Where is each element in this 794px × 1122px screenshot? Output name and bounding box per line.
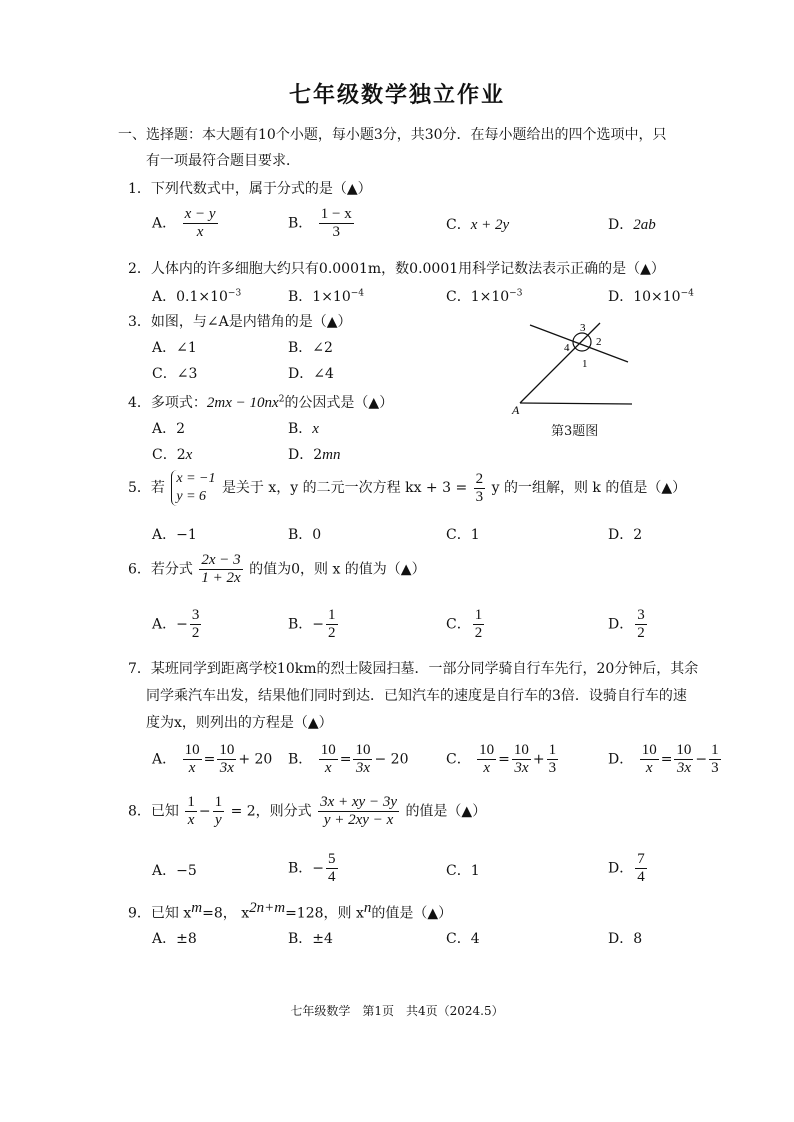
q7-a-frac1: [183, 742, 202, 777]
q1-option-d: [608, 214, 656, 234]
q6-option-b: [288, 607, 340, 642]
q4-stem-suffix: 的公因式是（▲）: [284, 395, 394, 411]
figure-label-3: 3: [580, 322, 586, 334]
q3-option-a: A．∠1: [152, 340, 197, 356]
q8-b-num: 5: [328, 851, 336, 867]
q7-option-b: [288, 742, 408, 777]
q9-exp1: m: [191, 900, 203, 916]
q7-d-eq: =: [660, 751, 673, 768]
q7-c-eq: =: [498, 751, 510, 768]
q1-b-fraction: [319, 206, 354, 241]
q7-line3: 度为x，则列出的方程是（▲）: [146, 715, 333, 731]
section-header-line1: 一、选择题：本大题有10个小题，每小题3分，共30分．在每小题给出的四个选项中，只: [118, 127, 667, 143]
q7-c-f1-den: x: [483, 760, 490, 776]
q8-d-num: 7: [637, 851, 645, 867]
q9-prefix: 9．已知 x: [128, 905, 192, 922]
q2-d-text: D．10×10: [608, 289, 681, 305]
section-header-line2: 有一项最符合题目要求．: [146, 153, 300, 169]
q1-option-c: [446, 214, 509, 234]
q4-stem-exp: 2: [278, 394, 285, 405]
q7-c-label: C．: [446, 751, 471, 768]
q8-n1: 1: [187, 794, 195, 810]
q9-option-c: C．4: [446, 931, 480, 947]
q7-d-label: D．: [608, 751, 634, 768]
figure-label-4: 4: [564, 342, 570, 354]
q7-option-d: [608, 742, 723, 777]
q2-option-d: [608, 286, 694, 306]
q9-exp2: 2n+m: [249, 900, 286, 916]
figure-label-a: A: [512, 403, 520, 417]
q4-option-b: [288, 418, 319, 438]
q7-c-frac2: [512, 742, 531, 777]
q7-d-f3-num: 1: [711, 742, 719, 758]
q9-mid2: =128，则 x: [285, 905, 364, 922]
q7-b-f1-den: x: [324, 760, 332, 776]
q6-num: 2x − 3: [201, 552, 241, 568]
q7-a-f1-num: 10: [184, 742, 200, 758]
q2-stem: 2．人体内的许多细胞大约只有0.0001m，数0.0001用科学记数法表示正确的是（▲）: [128, 261, 665, 277]
q6-suffix: 的值为0，则 x 的值为（▲）: [249, 561, 426, 578]
q1-option-b: [288, 206, 356, 241]
q7-d-f1-num: 10: [641, 742, 657, 758]
q2-option-c: [446, 286, 522, 306]
q4-option-a: A．2: [152, 421, 186, 437]
q1-c-text: x + 2y: [470, 217, 510, 233]
q9-stem: [128, 900, 452, 923]
q7-d-frac3: [709, 742, 721, 777]
q6-b-fraction: [326, 607, 338, 642]
q7-a-frac2: [217, 742, 236, 777]
q8-b-fraction: [326, 851, 338, 886]
q1-a-den: x: [196, 224, 204, 240]
q5-option-a: A．−1: [152, 527, 197, 543]
q5-system: [171, 470, 215, 506]
q6-option-d: [608, 607, 649, 642]
q4-stem: [128, 392, 393, 412]
q7-d-f2-num: 10: [676, 742, 692, 758]
q2-option-b: [288, 286, 364, 306]
q9-option-b: B．±4: [288, 931, 333, 947]
q1-c-label: C．: [446, 217, 471, 233]
q7-d-f3-den: 3: [711, 760, 719, 776]
q7-a-f2-num: 10: [219, 742, 235, 758]
q1-a-num: x − y: [184, 206, 216, 222]
q7-d-f1-den: x: [645, 760, 653, 776]
q1-a-label: A．: [152, 215, 177, 232]
q6-c-num: 1: [474, 607, 483, 623]
q8-prefix: 8．已知: [128, 803, 179, 820]
q7-c-f2-den: 3x: [514, 760, 529, 776]
q5-fraction: [474, 471, 486, 506]
q8-d-label: D．: [608, 860, 634, 877]
q6-option-c: [446, 607, 486, 642]
q6-a-num: 3: [191, 607, 200, 623]
q7-c-f3-den: 3: [548, 760, 557, 776]
q8-minus: −: [198, 803, 211, 820]
q6-b-label: B．−: [288, 616, 325, 633]
q4-stem-prefix: 4．多项式：: [128, 395, 207, 411]
q8-stem: [128, 794, 486, 829]
q1-d-label: D．: [608, 217, 634, 233]
q7-c-op: +: [532, 751, 545, 768]
q8-d2: y: [215, 812, 222, 828]
q7-c-f2-num: 10: [513, 742, 529, 758]
q4-b-val: x: [312, 421, 319, 437]
q2-option-a: [152, 286, 241, 306]
q7-d-frac1: [640, 742, 659, 777]
q8-main-fraction: [318, 794, 399, 829]
q7-b-f2-num: 10: [355, 742, 371, 758]
q9-option-d: D．8: [608, 931, 643, 947]
q5-frac-den: 3: [475, 488, 484, 505]
q7-b-tail: − 20: [374, 751, 409, 768]
q1-b-num: 1 − x: [320, 206, 352, 222]
q5-mid: 是关于 x，y 的二元一次方程 kx + 3 =: [221, 480, 468, 496]
q1-b-den: 3: [332, 224, 340, 240]
q6-c-label: C．: [446, 616, 471, 633]
q6-b-num: 1: [328, 607, 336, 623]
q1-option-a: [152, 206, 220, 241]
q6-a-den: 2: [191, 625, 200, 641]
q2-b-exp: −4: [350, 288, 365, 299]
q5-option-c: C．1: [446, 527, 480, 543]
q3-option-d: D．∠4: [288, 366, 334, 382]
q2-a-exp: −3: [227, 288, 242, 299]
q8-option-c: C．1: [446, 863, 480, 879]
q6-a-fraction: [190, 607, 202, 642]
q1-b-label: B．: [288, 215, 313, 232]
q7-a-eq: =: [203, 751, 216, 768]
q1-d-text: 2ab: [633, 217, 656, 233]
q8-eq2: = 2，则分式: [230, 803, 312, 820]
q8-option-d: [608, 851, 649, 886]
q7-option-a: [152, 742, 272, 777]
q3-figure-caption: 第3题图: [551, 424, 599, 439]
q4-d-val: mn: [322, 447, 341, 463]
q7-b-label: B．: [288, 751, 313, 768]
q2-a-text: A．0.1×10: [152, 289, 228, 305]
q6-den: 1 + 2x: [201, 570, 241, 586]
q6-prefix: 6．若分式: [128, 561, 193, 578]
q2-c-exp: −3: [509, 288, 523, 299]
q6-c-fraction: [473, 607, 485, 642]
q4-stem-expr: 2mx − 10nx: [206, 395, 279, 411]
q7-b-f1-num: 10: [320, 742, 336, 758]
q4-b-label: B．: [288, 421, 313, 437]
q8-den: y + 2xy − x: [323, 812, 394, 828]
q5-sys1: x = −1: [176, 471, 216, 486]
q8-d1: x: [187, 812, 195, 828]
q7-b-frac1: [319, 742, 338, 777]
q5-suffix: y 的一组解，则 k 的值是（▲）: [491, 480, 687, 496]
q7-b-f2-den: 3x: [355, 760, 371, 776]
q8-n2: 1: [214, 794, 223, 810]
q7-b-eq: =: [339, 751, 352, 768]
q7-line1: 7．某班同学到距离学校10km的烈士陵园扫墓．一部分同学骑自行车先行，20分钟后，其余: [128, 661, 699, 677]
q7-a-f1-den: x: [188, 760, 196, 776]
q7-c-frac1: [477, 742, 496, 777]
figure-line-3: [520, 403, 632, 404]
q6-a-label: A．−: [152, 616, 188, 633]
q9-exp3: n: [363, 900, 372, 916]
q8-suffix: 的值是（▲）: [405, 803, 487, 820]
q6-option-a: [152, 607, 203, 642]
page-title: 七年级数学独立作业: [288, 83, 505, 108]
q4-option-c: [152, 444, 192, 464]
q5-option-d: D．2: [608, 527, 643, 543]
q8-option-b: [288, 851, 340, 886]
q9-suffix: 的值是（▲）: [371, 905, 453, 922]
q6-stem: [128, 552, 426, 587]
figure-line-2: [530, 325, 628, 362]
q2-b-text: B．1×10: [288, 289, 351, 305]
q2-d-exp: −4: [680, 288, 694, 299]
q6-c-den: 2: [474, 625, 483, 641]
q7-d-op: −: [695, 751, 708, 768]
q3-stem: 3．如图，与∠A是内错角的是（▲）: [128, 314, 352, 330]
figure-label-2: 2: [596, 336, 602, 348]
q6-d-label: D．: [608, 616, 634, 633]
q4-c-val: x: [185, 447, 193, 463]
q6-d-num: 3: [637, 607, 645, 623]
q8-frac2: [213, 794, 225, 829]
q9-option-a: A．±8: [152, 931, 197, 947]
q6-d-den: 2: [637, 625, 645, 641]
q9-mid1: =8， x: [202, 905, 250, 922]
q1-a-fraction: [183, 206, 218, 241]
q8-d-fraction: [635, 851, 647, 886]
q7-a-label: A．: [152, 751, 177, 768]
q7-a-tail: + 20: [238, 751, 273, 768]
q6-fraction: [199, 552, 242, 587]
q7-d-f2-den: 3x: [676, 760, 691, 776]
q4-d-label: D．2: [288, 447, 323, 463]
q7-b-frac2: [353, 742, 372, 777]
q8-frac1: [185, 794, 197, 829]
q5-sys2: y = 6: [176, 489, 207, 504]
q7-option-c: [446, 742, 560, 777]
q8-b-label: B．−: [288, 860, 325, 877]
q4-option-d: [288, 444, 340, 464]
q5-stem: [128, 470, 686, 506]
q1-stem: 1．下列代数式中，属于分式的是（▲）: [128, 181, 372, 197]
q2-c-text: C．1×10: [446, 289, 510, 305]
q7-c-f1-num: 10: [479, 742, 495, 758]
q7-line2: 同学乘汽车出发，结果他们同时到达．已知汽车的速度是自行车的3倍．设骑自行车的速: [146, 688, 687, 704]
q4-c-label: C．2: [152, 447, 186, 463]
q8-d-den: 4: [637, 869, 645, 885]
q5-prefix: 5．若: [128, 480, 165, 496]
q3-option-b: B．∠2: [288, 340, 333, 356]
q5-option-b: B．0: [288, 527, 322, 543]
q7-d-frac2: [674, 742, 693, 777]
page-footer: 七年级数学 第1页 共4页（2024.5）: [290, 1004, 504, 1018]
q6-b-den: 2: [328, 625, 336, 641]
q6-d-fraction: [635, 607, 647, 642]
q7-a-f2-den: 3x: [219, 760, 234, 776]
q8-num: 3x + xy − 3y: [320, 794, 397, 810]
figure-label-1: 1: [582, 358, 588, 370]
q7-c-f3-num: 1: [548, 742, 557, 758]
q8-b-den: 4: [328, 869, 336, 885]
q7-c-frac3: [547, 742, 559, 777]
q3-figure: [510, 318, 660, 418]
q5-frac-num: 2: [475, 470, 484, 487]
q3-option-c: C．∠3: [152, 366, 198, 382]
q8-option-a: A．−5: [152, 863, 197, 879]
